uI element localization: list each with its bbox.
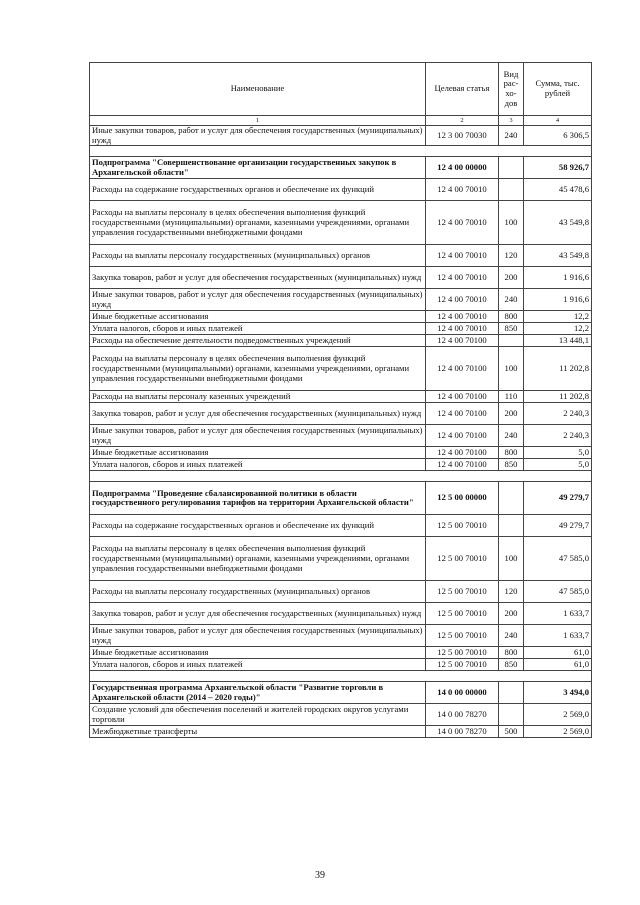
table-row <box>90 335 592 347</box>
row-expense-type: 850 <box>499 323 524 335</box>
row-target-code: 12 5 00 70010 <box>426 581 499 603</box>
row-expense-type: 100 <box>499 201 524 245</box>
table-row <box>90 289 592 311</box>
row-target-code: 14 0 00 78270 <box>426 704 499 726</box>
row-sum: 61,0 <box>524 659 592 671</box>
row-name: Подпрограмма "Совершенствование организации государственных закупок в Архангельской области" <box>90 157 426 179</box>
row-target-code: 14 0 00 78270 <box>426 726 499 738</box>
row-expense-type <box>499 482 524 515</box>
program-row <box>90 157 592 179</box>
row-sum: 49 279,7 <box>524 482 592 515</box>
page-number: 39 <box>315 870 325 881</box>
row-sum: 2 240,3 <box>524 403 592 425</box>
row-name: Расходы на выплаты персоналу казенных учреждений <box>90 391 426 403</box>
row-target-code: 12 3 00 70030 <box>426 126 499 146</box>
row-target-code: 12 4 00 70100 <box>426 425 499 447</box>
row-name: Закупка товаров, работ и услуг для обеспечения государственных (муниципальных) нужд <box>90 403 426 425</box>
row-name: Иные закупки товаров, работ и услуг для обеспечения государственных (муниципальных) нужд <box>90 425 426 447</box>
row-name: Расходы на содержание государственных органов и обеспечение их функций <box>90 515 426 537</box>
row-target-code: 12 4 00 70100 <box>426 391 499 403</box>
header-name: Наименование <box>90 63 426 116</box>
table-row <box>90 704 592 726</box>
table-row <box>90 403 592 425</box>
row-target-code: 12 4 00 70100 <box>426 447 499 459</box>
row-expense-type: 800 <box>499 311 524 323</box>
row-target-code: 12 4 00 70100 <box>426 459 499 471</box>
row-expense-type: 850 <box>499 459 524 471</box>
row-name: Расходы на обеспечение деятельности подведомственных учреждений <box>90 335 426 347</box>
row-target-code: 12 5 00 00000 <box>426 482 499 515</box>
row-sum: 3 494,0 <box>524 682 592 704</box>
header-sum: Сумма, тыс. рублей <box>524 63 592 116</box>
row-name: Закупка товаров, работ и услуг для обеспечения государственных (муниципальных) нужд <box>90 603 426 625</box>
spacer-cell <box>90 146 592 157</box>
row-expense-type <box>499 157 524 179</box>
program-row <box>90 482 592 515</box>
table-row <box>90 647 592 659</box>
row-sum: 43 549,8 <box>524 201 592 245</box>
col-number: 2 <box>426 116 499 126</box>
header-row <box>90 63 592 116</box>
table-row <box>90 391 592 403</box>
table-body <box>90 126 592 738</box>
row-sum: 2 569,0 <box>524 704 592 726</box>
column-number-row <box>90 116 592 126</box>
table-row <box>90 625 592 647</box>
spacer-row <box>90 671 592 682</box>
row-expense-type: 200 <box>499 603 524 625</box>
row-name: Закупка товаров, работ и услуг для обеспечения государственных (муниципальных) нужд <box>90 267 426 289</box>
row-target-code: 12 4 00 70010 <box>426 245 499 267</box>
row-sum: 1 633,7 <box>524 625 592 647</box>
row-target-code: 12 4 00 70010 <box>426 323 499 335</box>
row-sum: 11 202,8 <box>524 347 592 391</box>
row-sum: 1 916,6 <box>524 267 592 289</box>
table-row <box>90 179 592 201</box>
row-target-code: 12 4 00 70100 <box>426 347 499 391</box>
row-sum: 11 202,8 <box>524 391 592 403</box>
row-target-code: 12 4 00 70010 <box>426 179 499 201</box>
row-expense-type <box>499 682 524 704</box>
table-row <box>90 515 592 537</box>
row-name: Уплата налогов, сборов и иных платежей <box>90 659 426 671</box>
row-target-code: 12 4 00 70100 <box>426 335 499 347</box>
row-name: Уплата налогов, сборов и иных платежей <box>90 459 426 471</box>
row-sum: 1 633,7 <box>524 603 592 625</box>
row-name: Расходы на выплаты персоналу государственных (муниципальных) органов <box>90 581 426 603</box>
row-expense-type: 240 <box>499 625 524 647</box>
spacer-row <box>90 146 592 157</box>
row-sum: 2 569,0 <box>524 726 592 738</box>
header-target: Целевая статья <box>426 63 499 116</box>
row-sum: 58 926,7 <box>524 157 592 179</box>
row-expense-type: 110 <box>499 391 524 403</box>
table-row <box>90 267 592 289</box>
row-name: Государственная программа Архангельской области "Развитие торговли в Архангельской области (2014 – 2020 годы)" <box>90 682 426 704</box>
row-target-code: 12 5 00 70010 <box>426 515 499 537</box>
row-target-code: 12 4 00 70010 <box>426 289 499 311</box>
row-name: Иные бюджетные ассигнования <box>90 311 426 323</box>
row-name: Иные закупки товаров, работ и услуг для обеспечения государственных (муниципальных) нужд <box>90 289 426 311</box>
table-row <box>90 347 592 391</box>
table-row <box>90 581 592 603</box>
row-name: Расходы на выплаты персоналу государственных (муниципальных) органов <box>90 245 426 267</box>
row-expense-type: 240 <box>499 425 524 447</box>
row-sum: 45 478,6 <box>524 179 592 201</box>
row-expense-type: 850 <box>499 659 524 671</box>
row-target-code: 14 0 00 00000 <box>426 682 499 704</box>
row-target-code: 12 5 00 70010 <box>426 537 499 581</box>
row-sum: 47 585,0 <box>524 581 592 603</box>
col-number: 4 <box>524 116 592 126</box>
spacer-row <box>90 471 592 482</box>
table-row <box>90 537 592 581</box>
row-name: Расходы на выплаты персоналу в целях обеспечения выполнения функций государственными (муниципальными) органами, казенными учреждениями, органами управления государственными внебюджетными фондами <box>90 537 426 581</box>
row-name: Расходы на содержание государственных органов и обеспечение их функций <box>90 179 426 201</box>
table-row <box>90 603 592 625</box>
row-target-code: 12 4 00 70010 <box>426 201 499 245</box>
row-name: Иные бюджетные ассигнования <box>90 447 426 459</box>
row-expense-type: 100 <box>499 537 524 581</box>
col-number: 3 <box>499 116 524 126</box>
row-sum: 43 549,8 <box>524 245 592 267</box>
row-expense-type <box>499 335 524 347</box>
row-sum: 61,0 <box>524 647 592 659</box>
row-target-code: 12 4 00 00000 <box>426 157 499 179</box>
row-sum: 49 279,7 <box>524 515 592 537</box>
table-row <box>90 201 592 245</box>
row-name: Подпрограмма "Проведение сбалансированной политики в области государственного регулирования тарифов на территории Архангельской области" <box>90 482 426 515</box>
row-expense-type <box>499 179 524 201</box>
row-target-code: 12 5 00 70010 <box>426 659 499 671</box>
budget-table <box>89 62 592 738</box>
row-target-code: 12 4 00 70010 <box>426 311 499 323</box>
table-row <box>90 311 592 323</box>
program-row <box>90 682 592 704</box>
row-name: Межбюджетные трансферты <box>90 726 426 738</box>
spacer-cell <box>90 471 592 482</box>
table-row <box>90 659 592 671</box>
table-row <box>90 425 592 447</box>
row-expense-type: 120 <box>499 245 524 267</box>
row-expense-type <box>499 704 524 726</box>
row-expense-type: 200 <box>499 267 524 289</box>
header-type: Вид рас-хо-дов <box>499 63 524 116</box>
table-row <box>90 323 592 335</box>
row-name: Расходы на выплаты персоналу в целях обеспечения выполнения функций государственными (муниципальными) органами, казенными учреждениями, органами управления государственными внебюджетными фондами <box>90 201 426 245</box>
row-sum: 5,0 <box>524 447 592 459</box>
row-expense-type: 240 <box>499 289 524 311</box>
row-target-code: 12 4 00 70100 <box>426 403 499 425</box>
row-expense-type: 100 <box>499 347 524 391</box>
table-row <box>90 726 592 738</box>
spacer-cell <box>90 671 592 682</box>
row-sum: 12,2 <box>524 311 592 323</box>
row-sum: 1 916,6 <box>524 289 592 311</box>
table-row <box>90 447 592 459</box>
row-name: Создание условий для обеспечения поселений и жителей городских округов услугами торговли <box>90 704 426 726</box>
row-target-code: 12 5 00 70010 <box>426 603 499 625</box>
row-sum: 47 585,0 <box>524 537 592 581</box>
row-sum: 5,0 <box>524 459 592 471</box>
row-target-code: 12 5 00 70010 <box>426 625 499 647</box>
row-expense-type: 800 <box>499 647 524 659</box>
row-name: Уплата налогов, сборов и иных платежей <box>90 323 426 335</box>
row-expense-type: 240 <box>499 126 524 146</box>
row-name: Иные закупки товаров, работ и услуг для обеспечения государственных (муниципальных) нужд <box>90 625 426 647</box>
table-row <box>90 459 592 471</box>
row-name: Расходы на выплаты персоналу в целях обеспечения выполнения функций государственными (муниципальными) органами, казенными учреждениями, органами управления государственными внебюджетными фондами <box>90 347 426 391</box>
row-sum: 12,2 <box>524 323 592 335</box>
row-expense-type: 120 <box>499 581 524 603</box>
row-name: Иные закупки товаров, работ и услуг для обеспечения государственных (муниципальных) нужд <box>90 126 426 146</box>
row-sum: 2 240,3 <box>524 425 592 447</box>
row-expense-type <box>499 515 524 537</box>
row-target-code: 12 5 00 70010 <box>426 647 499 659</box>
table-row <box>90 126 592 146</box>
row-sum: 6 306,5 <box>524 126 592 146</box>
row-name: Иные бюджетные ассигнования <box>90 647 426 659</box>
row-expense-type: 200 <box>499 403 524 425</box>
row-sum: 13 448,1 <box>524 335 592 347</box>
col-number: 1 <box>90 116 426 126</box>
row-expense-type: 800 <box>499 447 524 459</box>
row-target-code: 12 4 00 70010 <box>426 267 499 289</box>
table-row <box>90 245 592 267</box>
row-expense-type: 500 <box>499 726 524 738</box>
